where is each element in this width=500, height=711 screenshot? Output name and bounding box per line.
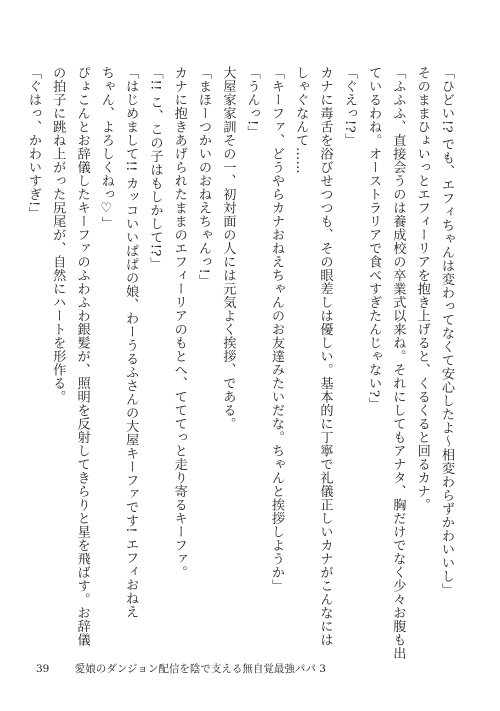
text-line: 「ひどい!? でも、エフィちゃんは変わってなくて安心したよ～相変わらずかわいいし」 bbox=[439, 66, 454, 597]
page-number: 39 bbox=[36, 663, 50, 675]
text-line: 「うんっ!」 bbox=[244, 66, 260, 140]
text-line: カナに毒舌を浴びせつつも、その眼差しは優しい。基本的に丁寧で礼儀正しいカナがこんなには bbox=[317, 66, 333, 647]
text-line: 「はじめまして!! カッコいいぱぱの娘、わーうるふさんの大屋キーファです! エフィおねえ bbox=[123, 66, 139, 619]
text-line: 「キーファ、どうやらカナおねえちゃんのお友達みたいだな。ちゃんと挨拶しようか」 bbox=[268, 66, 284, 593]
text-line: ちゃん、よろしくねっ♡」 bbox=[98, 66, 114, 230]
text-line: ているわね。オーストラリアで食べすぎたんじゃない?」 bbox=[366, 66, 382, 411]
text-line: カナに抱きあげられたままのエフィーリアのもとへ、てててっと走り寄るキーファ。 bbox=[171, 66, 187, 579]
text-line: 「!! こ、この子はもしかして!?」 bbox=[147, 66, 163, 271]
running-title: 愛娘のダンジョン配信を陰で支える無自覚最強パパ 3 bbox=[74, 663, 326, 675]
vertical-text-body bbox=[25, 66, 458, 660]
text-line: 「まほーつかいのおねえちゃんっ!」 bbox=[196, 66, 212, 288]
text-line: 大屋家家訓その一、初対面の人には元気よく挨拶、である。 bbox=[220, 66, 236, 431]
text-line: しゃぐなんて…… bbox=[293, 66, 309, 174]
text-line: そのままひょいっとエフィーリアを抱き上げると、くるくると回るカナ。 bbox=[414, 66, 430, 512]
text-line: 「ぐえっ!?」 bbox=[341, 66, 357, 147]
page-footer bbox=[36, 659, 466, 679]
text-line: ぴょこんとお辞儀したキーファのふわふわ銀髪が、照明を反射してきらりと星を飛ばす。お辞儀 bbox=[74, 66, 90, 647]
text-line: の拍子に跳ね上がった尻尾が、自然にハートを形作る。 bbox=[50, 66, 66, 404]
text-line: 「ふふふ、直接会うのは養成校の卒業式以来ね。それにしてもアナタ、胸だけでなく少々お腹も出 bbox=[390, 66, 406, 660]
text-line: 「ぐはっ、かわいすぎ!」 bbox=[25, 66, 41, 221]
